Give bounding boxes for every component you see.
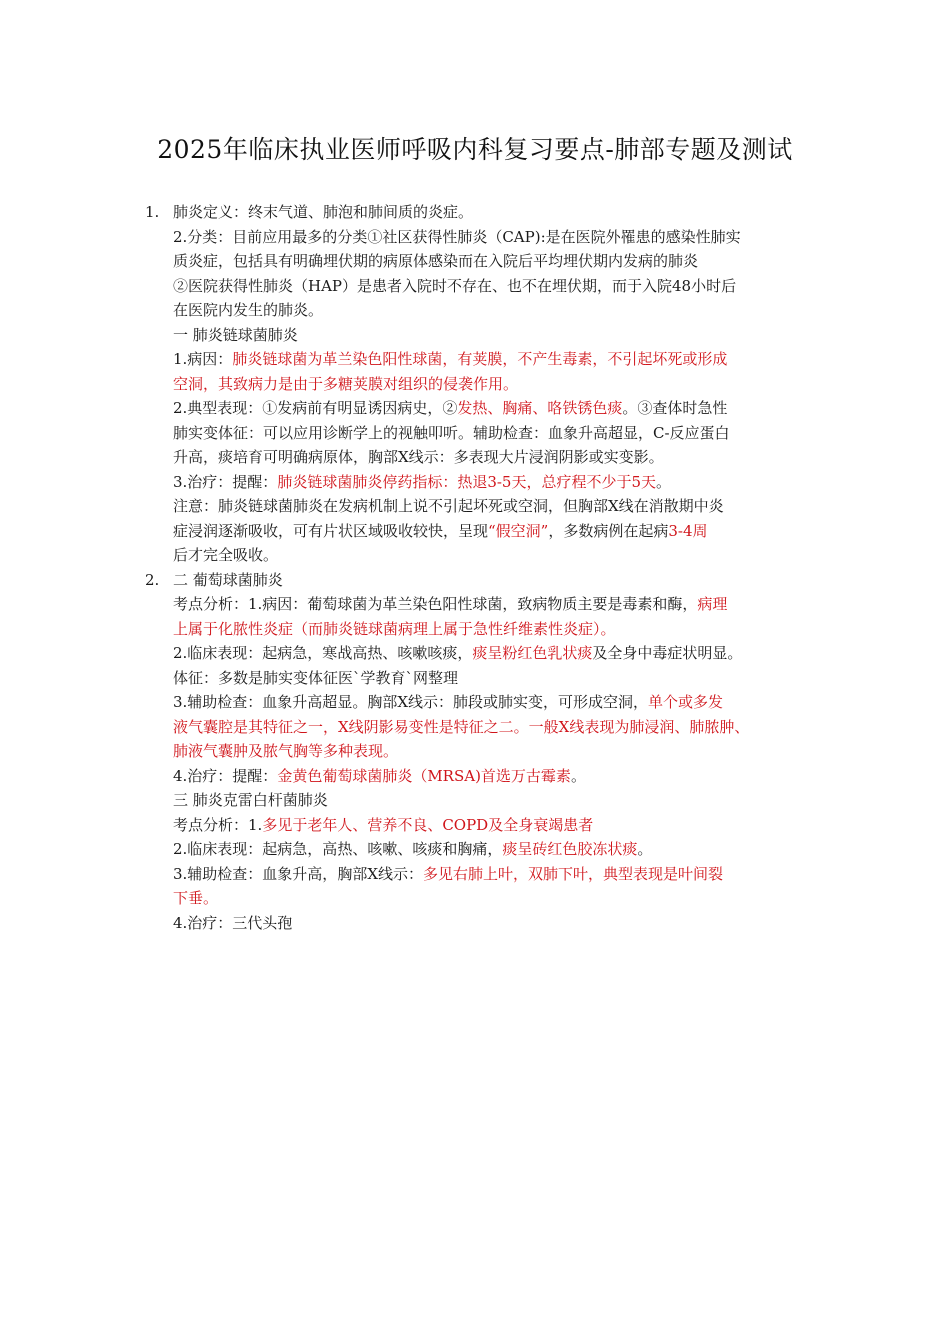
text-line bbox=[145, 519, 825, 544]
body-text: 肺实变体征：可以应用诊断学上的视触叩听。辅助检查：血象升高超显，C-反应蛋白 bbox=[173, 423, 730, 442]
body-text: 三 肺炎克雷白杆菌肺炎 bbox=[173, 791, 328, 809]
body-text: 症浸润逐渐吸收，可有片状区域吸收较快，呈现 bbox=[173, 521, 489, 540]
body-text: 升高，痰培育可明确病原体，胸部X线示：多表现大片浸润阴影或实变影。 bbox=[173, 448, 664, 466]
body-text: 考点分析：1. bbox=[173, 815, 263, 834]
highlighted-text: 下垂。 bbox=[173, 889, 219, 907]
text-line bbox=[145, 494, 825, 519]
text-line bbox=[145, 813, 825, 838]
highlighted-text: 发热、胸痛、咯铁锈色痰 bbox=[457, 399, 623, 417]
body-text: 4.治疗：提醒： bbox=[173, 766, 278, 785]
text-line bbox=[145, 641, 825, 666]
body-text: 后才完全吸收。 bbox=[173, 546, 279, 564]
text-line bbox=[145, 862, 825, 887]
body-text: 二 葡萄球菌肺炎 bbox=[173, 570, 283, 589]
text-line bbox=[145, 225, 825, 250]
body-text: 注意：肺炎链球菌肺炎在发病机制上说不引起坏死或空洞，但胸部X线在消散期中炎 bbox=[173, 497, 724, 515]
text-line bbox=[145, 764, 825, 789]
body-text: 。③查体时急性 bbox=[622, 399, 728, 417]
highlighted-text: 3-4周 bbox=[668, 521, 708, 540]
highlighted-text: 痰呈砖红色胶冻状痰 bbox=[502, 840, 638, 858]
body-text: 及全身中毒症状明显。 bbox=[592, 644, 743, 662]
highlighted-text: 上属于化脓性炎症（而肺炎链球菌病理上属于急性纤维素性炎症）。 bbox=[173, 619, 616, 638]
highlighted-text: 液气囊腔是其特征之一，X线阴影易变性是特征之二。一般X线表现为肺浸润、肺脓肿、 bbox=[173, 717, 750, 736]
body-text: 质炎症，包括具有明确埋伏期的病原体感染而在入院后平均埋伏期内发病的肺炎 bbox=[173, 252, 699, 270]
highlighted-text: “假空洞” bbox=[488, 521, 549, 540]
body-text: 3.辅助检查：血象升高超显。胸部X线示：肺段或肺实变，可形成空洞， bbox=[173, 693, 648, 711]
highlighted-text: 金黄色葡萄球菌肺炎（MRSA)首选万古霉素 bbox=[277, 766, 571, 785]
text-line bbox=[145, 200, 825, 225]
text-line bbox=[145, 617, 825, 642]
body-text: 4.治疗：三代头孢 bbox=[173, 913, 293, 932]
body-text: 。 bbox=[570, 766, 586, 785]
text-line bbox=[145, 715, 825, 740]
text-line bbox=[145, 323, 825, 348]
document-body bbox=[145, 200, 825, 935]
text-line bbox=[145, 249, 825, 274]
text-line bbox=[145, 568, 825, 593]
body-text: 在医院内发生的肺炎。 bbox=[173, 301, 324, 319]
highlighted-text: 肺炎链球菌为革兰染色阳性球菌，有荚膜，不产生毒素，不引起坏死或形成 bbox=[232, 350, 728, 368]
list-number: 2. bbox=[145, 570, 160, 589]
text-line bbox=[145, 396, 825, 421]
highlighted-text: 多见于老年人、营养不良、COPD及全身衰竭患者 bbox=[262, 815, 594, 834]
text-line bbox=[145, 886, 825, 911]
highlighted-text: 病理 bbox=[697, 595, 728, 613]
text-line bbox=[145, 911, 825, 936]
body-text: 2.临床表现：起病急，高热、咳嗽、咳痰和胸痛， bbox=[173, 840, 503, 858]
body-text: 2.分类：目前应用最多的分类①社区获得性肺炎（CAP):是在医院外罹患的感染性肺实 bbox=[173, 227, 741, 246]
highlighted-text: 多见右肺上叶，双肺下叶，典型表现是叶间裂 bbox=[423, 864, 724, 883]
body-text: 2.典型表现：①发病前有明显诱因病史，② bbox=[173, 399, 458, 417]
text-line bbox=[145, 690, 825, 715]
body-text: 3.治疗：提醒： bbox=[173, 472, 278, 491]
list-number: 1. bbox=[145, 203, 160, 221]
body-text: 肺炎定义：终末气道、肺泡和肺间质的炎症。 bbox=[173, 203, 474, 221]
body-text: 3.辅助检查：血象升高，胸部X线示： bbox=[173, 864, 423, 883]
text-line bbox=[145, 372, 825, 397]
highlighted-text: 肺炎链球菌肺炎停药指标：热退3-5天，总疗程不少于5天 bbox=[277, 472, 657, 491]
text-line bbox=[145, 666, 825, 691]
body-text: 。 bbox=[656, 472, 672, 491]
body-text: ，多数病例在起病 bbox=[548, 521, 669, 540]
body-text: 。 bbox=[637, 840, 653, 858]
highlighted-text: 单个或多发 bbox=[648, 693, 724, 711]
body-text: 考点分析：1.病因：葡萄球菌为革兰染色阳性球菌，致病物质主要是毒素和酶， bbox=[173, 595, 698, 613]
text-line bbox=[145, 421, 825, 446]
text-line bbox=[145, 298, 825, 323]
highlighted-text: 痰呈粉红色乳状痰 bbox=[472, 644, 593, 662]
document-title: 2025年临床执业医师呼吸内科复习要点-肺部专题及测试 bbox=[157, 135, 793, 164]
body-text: ②医院获得性肺炎（HAP）是患者入院时不存在、也不在埋伏期，而于入院48小时后 bbox=[173, 276, 737, 295]
body-text: 1.病因： bbox=[173, 350, 233, 368]
text-line bbox=[145, 543, 825, 568]
text-line bbox=[145, 470, 825, 495]
text-line bbox=[145, 739, 825, 764]
text-line bbox=[145, 274, 825, 299]
text-line bbox=[145, 445, 825, 470]
text-line bbox=[145, 347, 825, 372]
text-line bbox=[145, 592, 825, 617]
text-line bbox=[145, 788, 825, 813]
highlighted-text: 空洞，其致病力是由于多糖荚膜对组织的侵袭作用。 bbox=[173, 374, 519, 393]
body-text: 2.临床表现：起病急，寒战高热、咳嗽咳痰， bbox=[173, 644, 473, 662]
highlighted-text: 肺液气囊肿及脓气胸等多种表现。 bbox=[173, 742, 399, 760]
text-line bbox=[145, 837, 825, 862]
body-text: 一 肺炎链球菌肺炎 bbox=[173, 325, 298, 344]
body-text: 体征：多数是肺实变体征医`学教育`网整理 bbox=[173, 668, 459, 687]
